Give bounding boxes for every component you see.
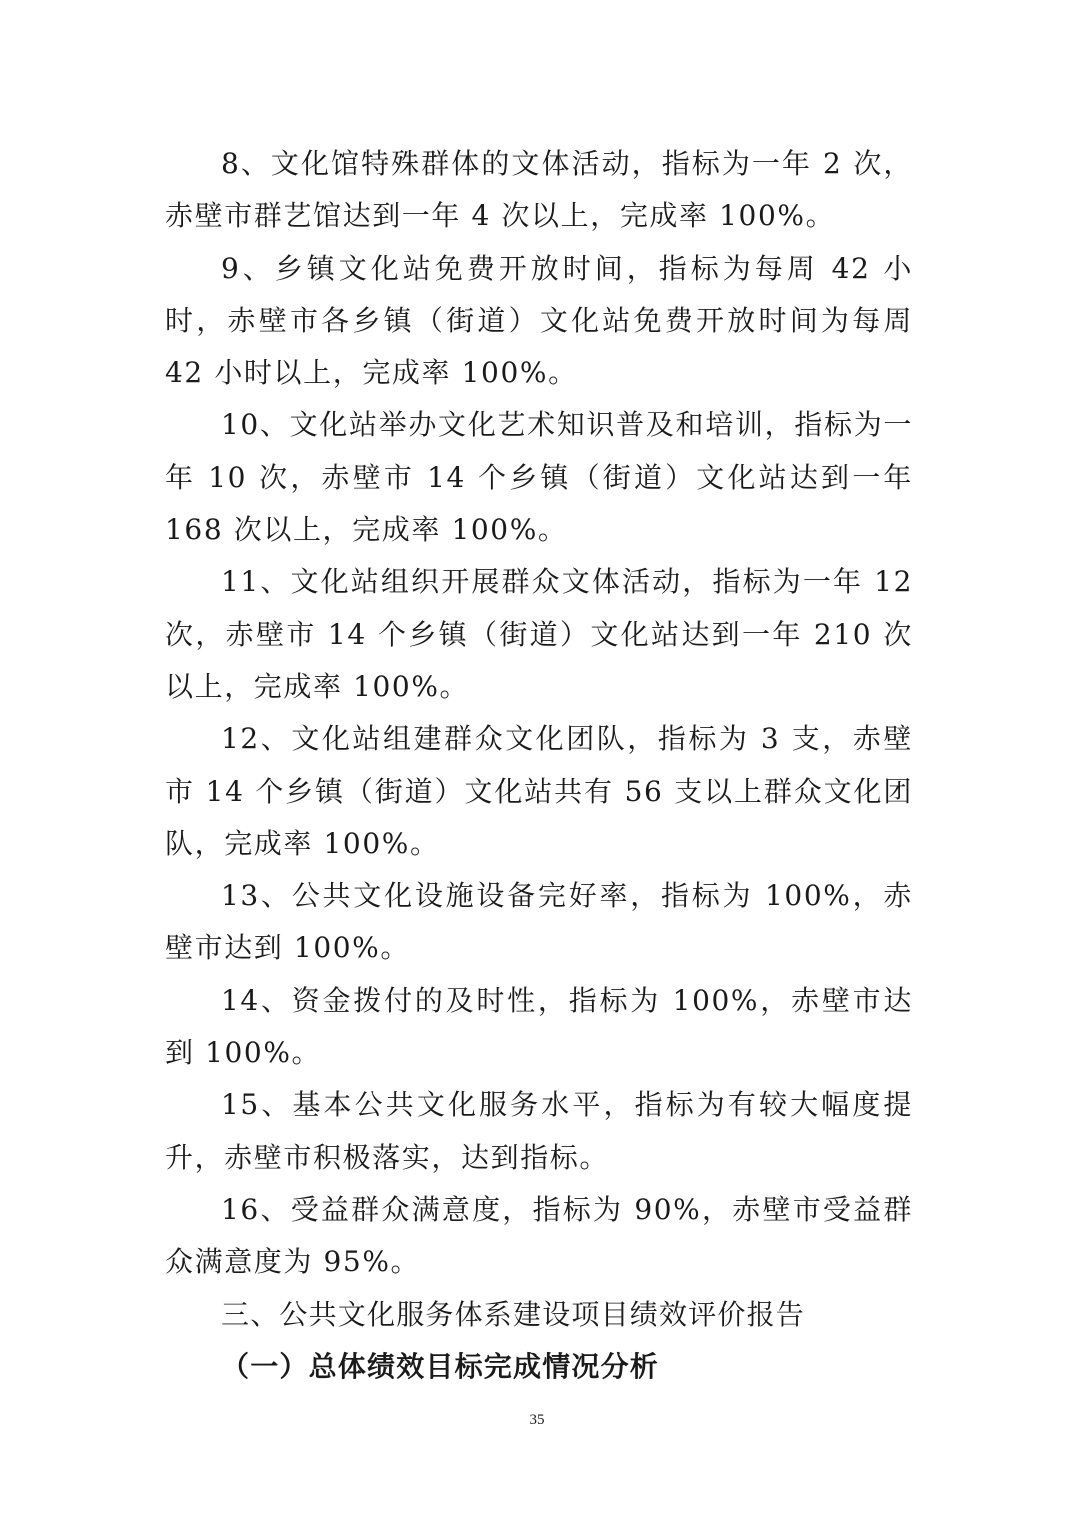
paragraph-item-10: 10、文化站举办文化艺术知识普及和培训，指标为一年 10 次，赤壁市 14 个乡镇（街道）文化站达到一年 168 次以上，完成率 100%。 (165, 408, 913, 547)
paragraph-item-15: 15、基本公共文化服务水平，指标为有较大幅度提升，赤壁市积极落实，达到指标。 (165, 1088, 913, 1174)
section-heading: 三、公共文化服务体系建设项目绩效评价报告 (221, 1297, 806, 1331)
page-body (165, 138, 913, 1393)
paragraph-item-9: 9、乡镇文化站免费开放时间，指标为每周 42 小时，赤壁市各乡镇（街道）文化站免费开放时间为每周 42 小时以上，完成率 100%。 (165, 251, 913, 390)
paragraph-item-13: 13、公共文化设施设备完好率，指标为 100%，赤壁市达到 100%。 (165, 879, 913, 965)
paragraph-item-12: 12、文化站组建群众文化团队，指标为 3 支，赤壁市 14 个乡镇（街道）文化站共有 56 支以上群众文化团队，完成率 100%。 (165, 722, 913, 860)
paragraph-item-14: 14、资金拨付的及时性，指标为 100%，赤壁市达到 100%。 (165, 983, 913, 1070)
page-number: 35 (529, 1412, 545, 1428)
paragraph-item-8: 8、文化馆特殊群体的文体活动，指标为一年 2 次，赤壁市群艺馆达到一年 4 次以上，完成率 100%。 (165, 147, 913, 233)
subsection-heading: （一）总体绩效目标完成情况分析 (221, 1349, 660, 1383)
paragraph-item-16: 16、受益群众满意度，指标为 90%，赤壁市受益群众满意度为 95%。 (165, 1192, 913, 1279)
paragraph-item-11: 11、文化站组织开展群众文体活动，指标为一年 12 次，赤壁市 14 个乡镇（街道）文化站达到一年 210 次以上，完成率 100%。 (165, 565, 913, 703)
